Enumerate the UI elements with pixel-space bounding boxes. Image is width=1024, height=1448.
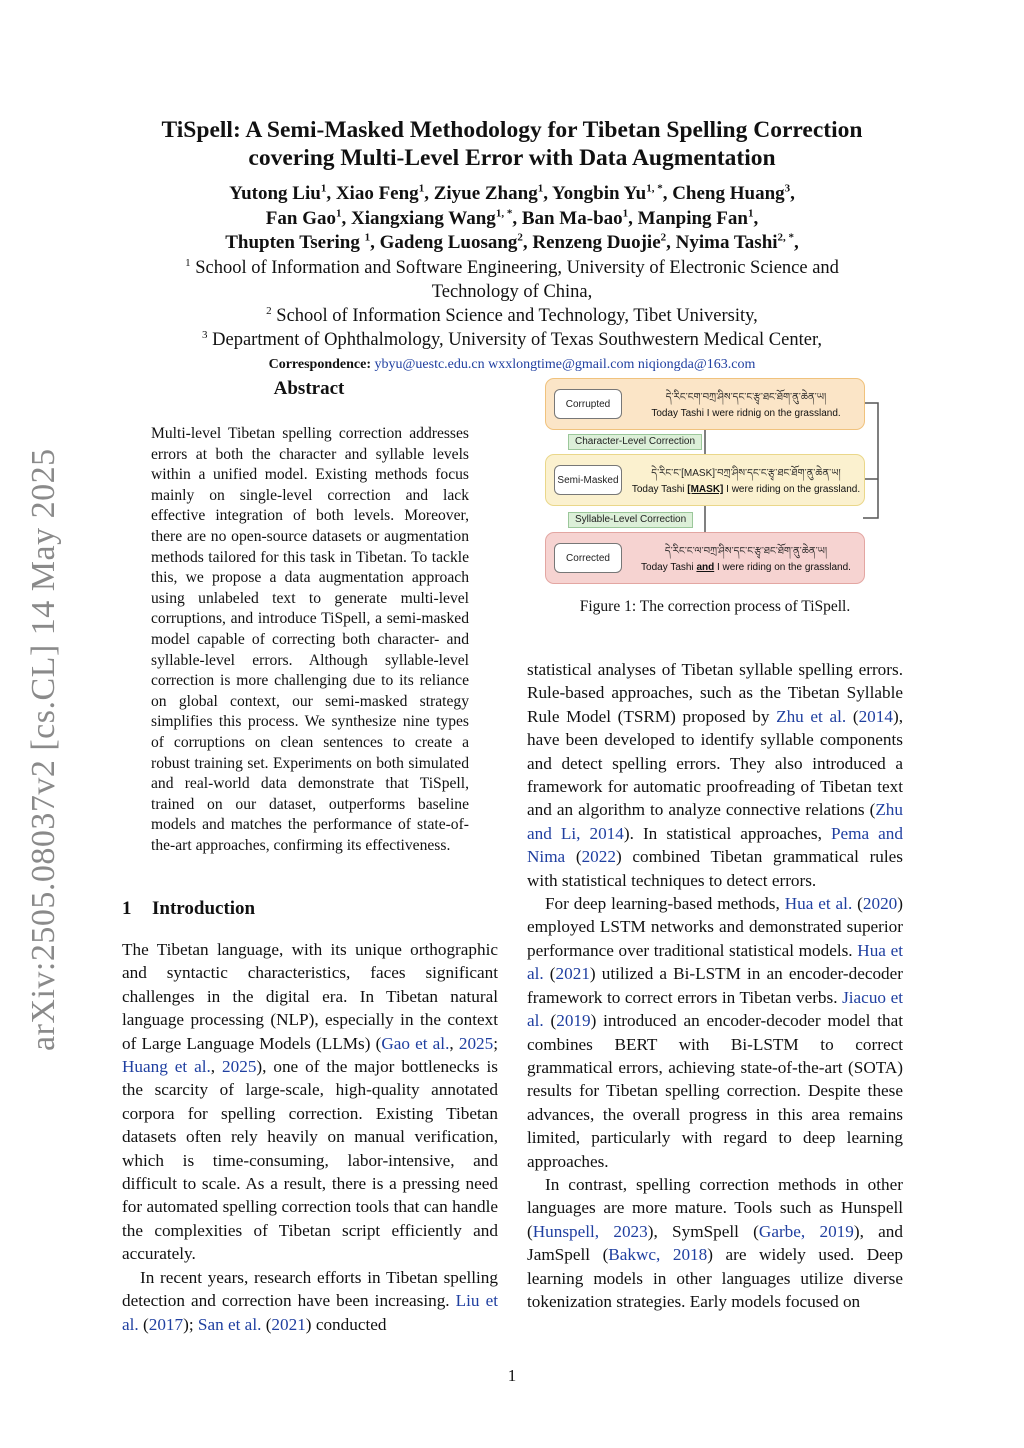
citation-link[interactable]: Gao et al. <box>381 1033 450 1053</box>
citation-link[interactable]: 2017 <box>148 1314 184 1334</box>
author-affil-sup: 3 <box>784 182 791 195</box>
affil-sup: 2 <box>266 304 272 317</box>
author: Cheng Huang <box>672 183 785 204</box>
title-line-2: covering Multi-Level Error with Data Augmentation <box>248 145 776 171</box>
author-affil-sup: 1 <box>335 207 342 220</box>
correspondence <box>120 356 904 374</box>
english-text: Today Tashi and I were riding on the grassland. <box>641 562 851 573</box>
citation-link[interactable]: San et al. <box>197 1314 262 1334</box>
author-line-2: Fan Gao$^1$, Xiangxiang Wang$^{1, *}$, Ban Ma-bao$^1$, Manping Fan$^1$, <box>265 207 759 229</box>
paragraph: In contrast, spelling correction methods in other languages are more mature. Tools such as Hunspell (Hunspell, 2023), SymSpell (Garbe, 2019), and JamSpell (Bakwc, 2018) are widely used. Deep learning models in other languages utilize diverse tokenization strategies. Early models focused on <box>527 1174 903 1311</box>
box-label: Corrected <box>554 543 622 573</box>
citation-link[interactable]: Bakwc, 2018 <box>608 1245 708 1265</box>
abstract-heading: Abstract <box>273 378 345 399</box>
citation-link[interactable]: Huang et al. <box>122 1057 211 1077</box>
section-title: Introduction <box>152 898 256 919</box>
affil-sup: 3 <box>202 328 208 341</box>
author: Ziyue Zhang <box>433 183 538 204</box>
figure-1 <box>540 374 884 588</box>
author-affil-sup: 1 <box>418 182 425 195</box>
mask-token: [MASK] <box>687 484 724 495</box>
author: Yutong Liu <box>229 183 321 204</box>
author-affil-sup: 1 <box>320 182 327 195</box>
author: Yongbin Yu <box>552 183 647 204</box>
affiliation-text: Department of Ophthalmology, University of Texas Southwestern Medical Center, <box>212 330 822 350</box>
author: Renzeng Duojie <box>532 232 661 253</box>
correspondence-label: Correspondence: <box>268 357 372 372</box>
citation-link[interactable]: 2020 <box>862 894 898 914</box>
tibetan-text: དེ་རིང་ང་[MASK]་བཀྲ་ཤིས་དང་ང་རྩྭ་ཐང་ཐོག་ནུ་ཆེན་ཡ། <box>651 468 841 479</box>
affiliation-text: School of Information Science and Technology, Tibet University, <box>276 306 758 326</box>
box-label: Corrupted <box>554 389 622 419</box>
citation-link[interactable]: 2025 <box>222 1057 257 1077</box>
paragraph: The Tibetan language, with its unique orthographic and syntactic characteristics, faces significant challenges in the digital era. In Tibetan natural language processing (NLP), especially in the context of Large Language Models (LLMs) (Gao et al., 2025; Huang et al., 2025), one of the major bottlenecks is the scarcity of large-scale, high-quality annotated corpora for spelling correction. Existing Tibetan datasets often rely heavily on manual verification, which is time-consuming, labor-intensive, and difficult to scale. As a result, there is a pressing need for automated spelling correction tools that can handle the complexities of Tibetan script efficiently and accurately. <box>122 940 498 1264</box>
author-line-3: Thupten Tsering $^1$, Gadeng Luosang$^2$, Renzeng Duojie$^2$, Nyima Tashi$^{2, *}$, <box>225 231 799 253</box>
author: Ban Ma-bao <box>521 207 623 229</box>
citation-link[interactable]: Garbe, 2019 <box>758 1221 854 1241</box>
affil-sup: 1 <box>185 256 191 269</box>
author-line-1: Yutong Liu$^1$, Xiao Feng$^1$, Ziyue Zhang$^1$, Yongbin $Yu^{1, *}$, Cheng Huang$^3$, <box>229 182 795 204</box>
semi-masked-box <box>545 454 865 506</box>
figure-caption: Figure 1: The correction process of TiSpell. <box>579 598 851 615</box>
citation-link[interactable]: 2021 <box>555 964 590 984</box>
english-text: Today Tashi [MASK] I were riding on the grassland. <box>631 484 861 495</box>
author-affil-sup: 2, * <box>777 231 795 244</box>
paper-title <box>120 116 904 172</box>
affiliation-3 <box>120 328 904 352</box>
corrupted-box <box>545 378 865 430</box>
citation-link[interactable]: Zhu et al. <box>776 706 847 726</box>
citation-link[interactable]: 2014 <box>858 706 893 726</box>
citation-link[interactable]: Jiacuo et al. <box>527 987 903 1031</box>
paragraph: In recent years, research efforts in Tibetan spelling detection and correction have been increasing. Liu et al. (2017); San et al. (2021) conducted <box>122 1267 498 1334</box>
citation-link[interactable]: 2022 <box>581 847 616 867</box>
affiliation-1 <box>120 256 904 280</box>
citation-link[interactable]: Pema and Nima <box>527 823 903 867</box>
email-link[interactable]: ybyu@uestc.edu.cn <box>374 357 485 372</box>
author: Thupten Tsering <box>225 232 360 253</box>
author-affil-sup: 1, * <box>495 207 513 220</box>
author-affil-sup: 1 <box>747 207 754 220</box>
tibetan-text: དེ་རིང་ང་ལ་བཀྲ་ཤིས་དང་ང་རྩྭ་ཐང་ཐོག་ནུ་ཆེན་ཡ། <box>664 546 828 557</box>
author-affil-sup: 1 <box>622 207 629 220</box>
author: Fan Gao <box>265 207 336 229</box>
box-label: Semi-Masked <box>554 465 622 495</box>
citation-link[interactable]: 2021 <box>271 1314 306 1334</box>
author: Gadeng Luosang <box>379 232 518 253</box>
right-column-body <box>527 658 903 1313</box>
author: Nyima Tashi <box>675 232 778 253</box>
author-affil-sup: 1 <box>537 182 544 195</box>
affiliation-1-cont: Technology of China, <box>431 282 593 302</box>
paragraph: For deep learning-based methods, Hua et al. (2020) employed LSTM networks and demonstrated superior performance over traditional statistical models. Hua et al. (2021) utilized a Bi-LSTM in an encoder-decoder framework to correct errors in Tibetan verbs. Jiacuo et al. (2019) introduced an encoder-decoder model that combines BERT with Bi-LSTM to correct grammatical errors, achieving state-of-the-art (SOTA) results for Tibetan spelling correction. Despite these advances, the overall progress in this area remains limited, particularly with regard to deep learning approaches. <box>527 894 903 1171</box>
english-text: Today Tashi I were ridnig on the grassland. <box>651 408 841 419</box>
author-affil-sup: 2 <box>660 231 667 244</box>
citation-link[interactable]: Hua et al. <box>527 940 903 984</box>
section-heading <box>122 898 498 920</box>
title-line-1: TiSpell: A Semi-Masked Methodology for Tibetan Spelling Correction <box>161 117 863 143</box>
author-list <box>120 182 904 256</box>
abstract-text: Multi-level Tibetan spelling correction addresses errors at both the character and syllable levels within a unified model. Existing methods focus mainly on single-level correction and lack effective integration of both levels. Moreover, there are no open-source datasets or augmentation methods tailored for this task in Tibetan. To tackle this, we propose a data augmentation approach using unlabeled text to generate multi-level corruptions, and introduce TiSpell, a semi-masked model capable of correcting both character- and syllable-level errors. Although syllable-level correction is more challenging due to its reliance on global context, our semi-masked strategy simplifies this process. We synthesize nine types of corruptions on clean sentences to create a robust training set. Experiments on both simulated and real-world data demonstrate that TiSpell, trained on our dataset, outperforms baseline models and matches the performance of state-of-the-art approaches, confirming its effectiveness. <box>151 425 469 854</box>
bypass-connector <box>863 403 878 518</box>
citation-link[interactable]: Hunspell, 2023 <box>532 1221 648 1241</box>
section-number: 1 <box>122 898 132 919</box>
tibetan-text: དེ་རིང་ངག་བཀྲ་ཤིས་དང་ང་རྩྭ་ཐང་ཐོག་ནུ་ཆེན་ཡ། <box>665 392 827 403</box>
email-link[interactable]: niqiongda@163.com <box>637 357 756 372</box>
citation-link[interactable]: Zhu and Li, 2014 <box>527 800 903 843</box>
syllable-level-label: Syllable-Level Correction <box>568 512 693 528</box>
left-column-body <box>122 938 498 1336</box>
author-affil-sup: 2 <box>517 231 523 244</box>
author: Manping Fan <box>637 207 748 229</box>
affiliation-2 <box>120 304 904 328</box>
arxiv-stamp: arXiv:2505.08037v2 [cs.CL] 14 May 2025 <box>25 448 62 1052</box>
citation-link[interactable]: 2025 <box>458 1033 494 1053</box>
author: Xiangxiang Wang <box>350 207 496 229</box>
corrected-token: and <box>696 562 715 573</box>
character-level-label: Character-Level Correction <box>568 434 702 450</box>
author-affil-sup: 1 <box>364 231 371 244</box>
corrected-box <box>545 532 865 584</box>
affiliations <box>120 256 904 352</box>
page-number: 1 <box>507 1366 517 1385</box>
citation-link[interactable]: 2019 <box>556 1011 591 1031</box>
citation-link[interactable]: Hua et al. <box>784 894 853 914</box>
citation-link[interactable]: Liu et al. <box>122 1291 498 1334</box>
author-affil-sup: 1, * <box>646 182 663 195</box>
author: Xiao Feng <box>335 183 419 204</box>
email-link[interactable]: wxxlongtime@gmail.com <box>488 357 635 372</box>
paragraph: statistical analyses of Tibetan syllable spelling errors. Rule-based approaches, such as the Tibetan Syllable Rule Model (TSRM) proposed by Zhu et al. (2014), have been developed to identify syllable components and detect spelling errors. They also introduced a framework for automatic proofreading of Tibetan text and an algorithm to analyze connective relations (Zhu and Li, 2014). In statistical approaches, Pema and Nima (2022) combined Tibetan grammatical rules with statistical techniques to detect errors. <box>527 660 903 890</box>
affiliation-text: School of Information and Software Engineering, University of Electronic Science and <box>195 258 839 278</box>
